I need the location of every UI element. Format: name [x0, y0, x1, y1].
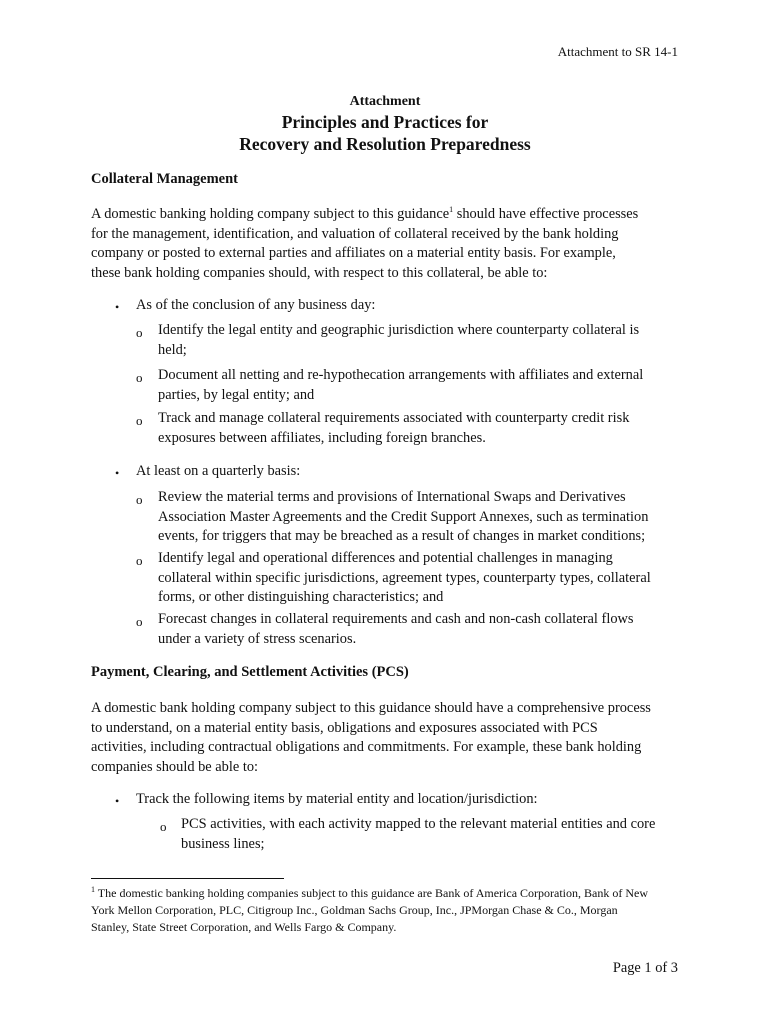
- footnote-ref: 1: [449, 205, 454, 215]
- sub-bullet-item: Document all netting and re-hypothecation arrangements with affiliates and external parties, by legal entity; and: [158, 367, 644, 403]
- collateral-intro: A domestic banking holding company subject to this guidance$^1$ should have effective processes for the management, identification, and valuation of collateral received by the bank holding company or posted to external parties and affiliates on a material entity basis. For example, these bank holding companies should, with respect to this collateral, be able to:: [91, 205, 639, 281]
- footnote: $^1$ The domestic banking holding companies subject to this guidance are Bank of America Corporation, Bank of New York Mellon Corporation, PLC, Citigroup Inc., Goldman Sachs Group, Inc., JPMorgan Chase & Co., Morgan Stanley, State Street Corporation, and Wells Fargo & Company.: [91, 885, 648, 934]
- section-heading-pcs: Payment, Clearing, and Settlement Activities (PCS): [91, 664, 409, 680]
- title-line-2: Recovery and Resolution Preparedness: [239, 134, 531, 154]
- header-reference: Attachment to SR 14-1: [557, 44, 678, 59]
- sub-bullet-item: Identify legal and operational differences and potential challenges in managing collateral within specific jurisdictions, agreement types, counterparty types, collateral forms, or other distinguishing characteristics; and: [158, 550, 651, 605]
- title-block: [0, 93, 770, 155]
- sub-bullet-item: Track and manage collateral requirements associated with counterparty credit risk exposures between affiliates, including foreign branches.: [158, 410, 630, 446]
- section-heading-collateral: Collateral Management: [91, 171, 238, 187]
- sub-bullet-item: Identify the legal entity and geographic jurisdiction where counterparty collateral is held;: [158, 322, 640, 358]
- title-label: Attachment: [349, 94, 421, 109]
- title-line-1: Principles and Practices for: [281, 112, 489, 132]
- page-number: Page 1 of 3: [612, 960, 678, 976]
- sub-bullet-item: Review the material terms and provisions of International Swaps and Derivatives Association Master Agreements and the Credit Support Annexes, such as termination events, for triggers that may be breached as a result of changes in market conditions;: [158, 489, 649, 544]
- pcs-intro: A domestic bank holding company subject to this guidance should have a comprehensive process to understand, on a material entity basis, obligations and exposures associated with PCS activities, including contractual obligations and commitments. For example, these bank holding companies should be able to:: [91, 700, 651, 775]
- document-page: Attachment to SR 14-1 Attachment Principles and Practices for Recovery and Resolution Preparedness Collateral Management A domestic banking holding company subject to this guidance$^1$ should have effective processes for the management, identification, and valuation of collateral received by the bank holding company or posted to external parties and affiliates on a material entity basis. For example, these bank holding companies should, with respect to this collateral, be able to: • As of the conclusion of any business day: o Identify the legal entity and geographic jurisdiction where counterparty collateral is held; o Document all netting and re-hypothecation arrangements with affiliates and external parties, by legal entity; and o Track and manage collateral requirements associated with counterparty credit risk exposures between affiliates, including foreign branches. • At least on a quarterly basis: o Review the material terms and provisions of International Swaps and Derivatives Association Master Agreements and the Credit Support Annexes, such as termination events, for triggers that may be breached as a result of changes in market conditions; o Identify legal and operational differences and potential challenges in managing collateral within specific jurisdictions, agreement types, counterparty types, collateral forms, or other distinguishing characteristics; and o Forecast changes in collateral requirements and cash and non-cash collateral flows under a variety of stress scenarios. Payment, Clearing, and Settlement Activities (PCS) A domestic bank holding company subject to this guidance should have a comprehensive process to understand, on a material entity basis, obligations and exposures associated with PCS activities, including contractual obligations and commitments. For example, these bank holding companies should be able to: • Track the following items by material entity and location/jurisdiction: o PCS activities, with each activity mapped to the relevant material entities and core business lines; $^1$ The domestic banking holding companies subject to this guidance are Bank of America Corporation, Bank of New York Mellon Corporation, PLC, Citigroup Inc., Goldman Sachs Group, Inc., JPMorgan Chase & Co., Morgan Stanley, State Street Corporation, and Wells Fargo & Company. Page 1 of 3: [0, 0, 770, 1024]
- sub-bullet-item: PCS activities, with each activity mapped to the relevant material entities and core business lines;: [181, 816, 656, 852]
- sub-bullet-item: Forecast changes in collateral requirements and cash and non-cash collateral flows under a variety of stress scenarios.: [158, 611, 634, 647]
- footnote-divider: [91, 878, 284, 879]
